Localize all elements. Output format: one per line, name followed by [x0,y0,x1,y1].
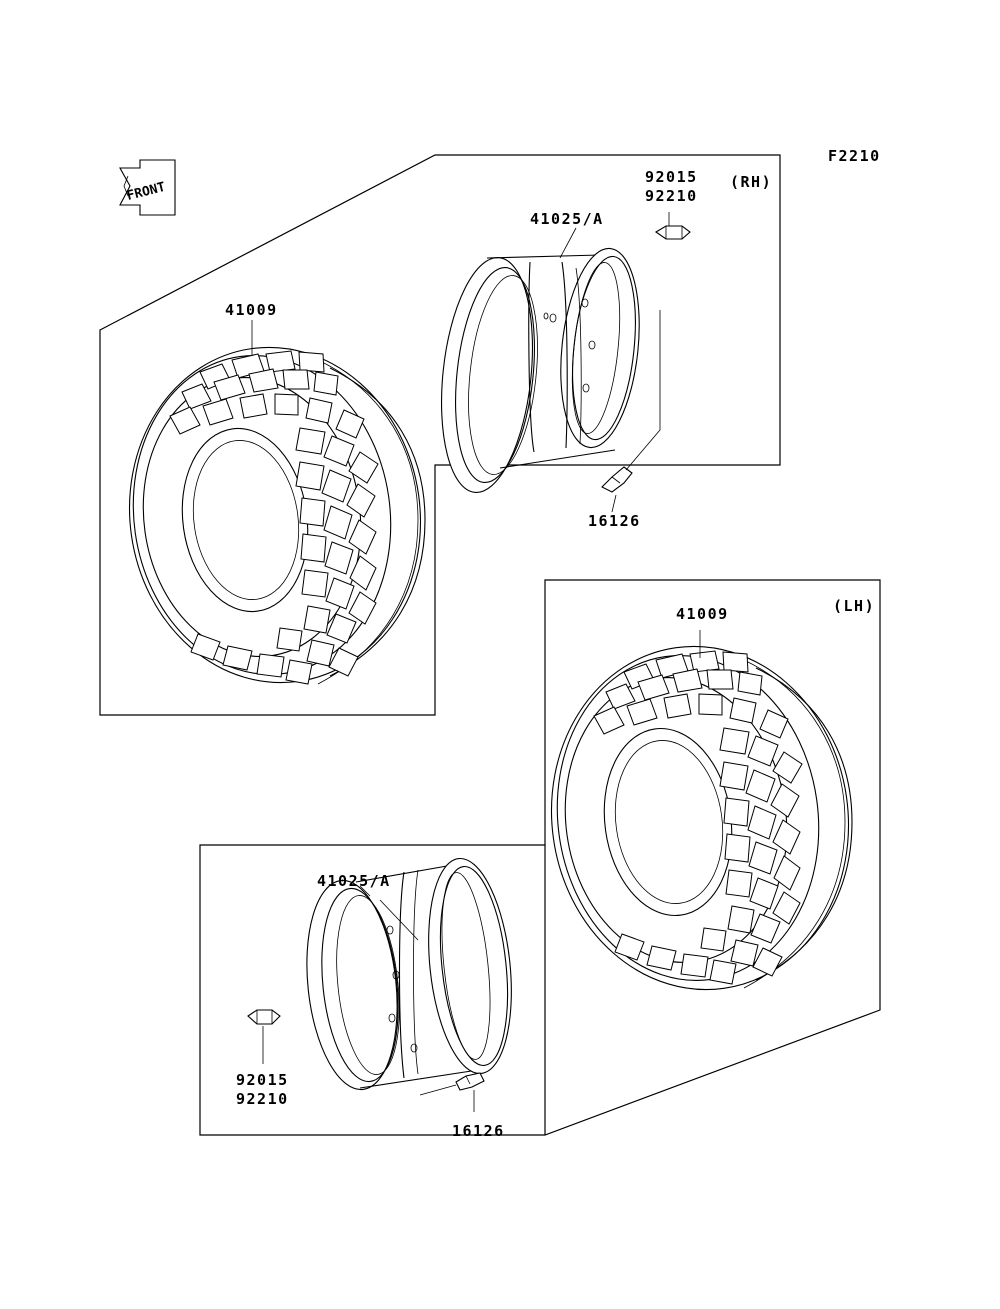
rh-side-label: (RH) [730,173,773,191]
lh-rim-art [248,854,521,1112]
lh-side-label: (LH) [833,597,876,615]
rh-nut-label-92210: 92210 [645,187,698,205]
rh-rim-art [431,212,690,512]
rh-tire-label: 41009 [225,301,278,319]
lh-tire-art [530,627,871,1009]
lh-nut-label-92015: 92015 [236,1071,289,1089]
lh-valve-label: 16126 [452,1122,505,1140]
front-arrow-icon [120,160,175,215]
rh-rim-label: 41025/A [530,210,604,228]
lh-nut-label-92210: 92210 [236,1090,289,1108]
rh-tire-art [108,320,442,702]
sheet-code: F2210 [828,147,881,165]
svg-text:FRONT: FRONT [125,179,167,204]
rh-nut-label-92015: 92015 [645,168,698,186]
rh-valve-label: 16126 [588,512,641,530]
lh-rim-label: 41025/A [317,872,391,890]
lh-tire-label: 41009 [676,605,729,623]
